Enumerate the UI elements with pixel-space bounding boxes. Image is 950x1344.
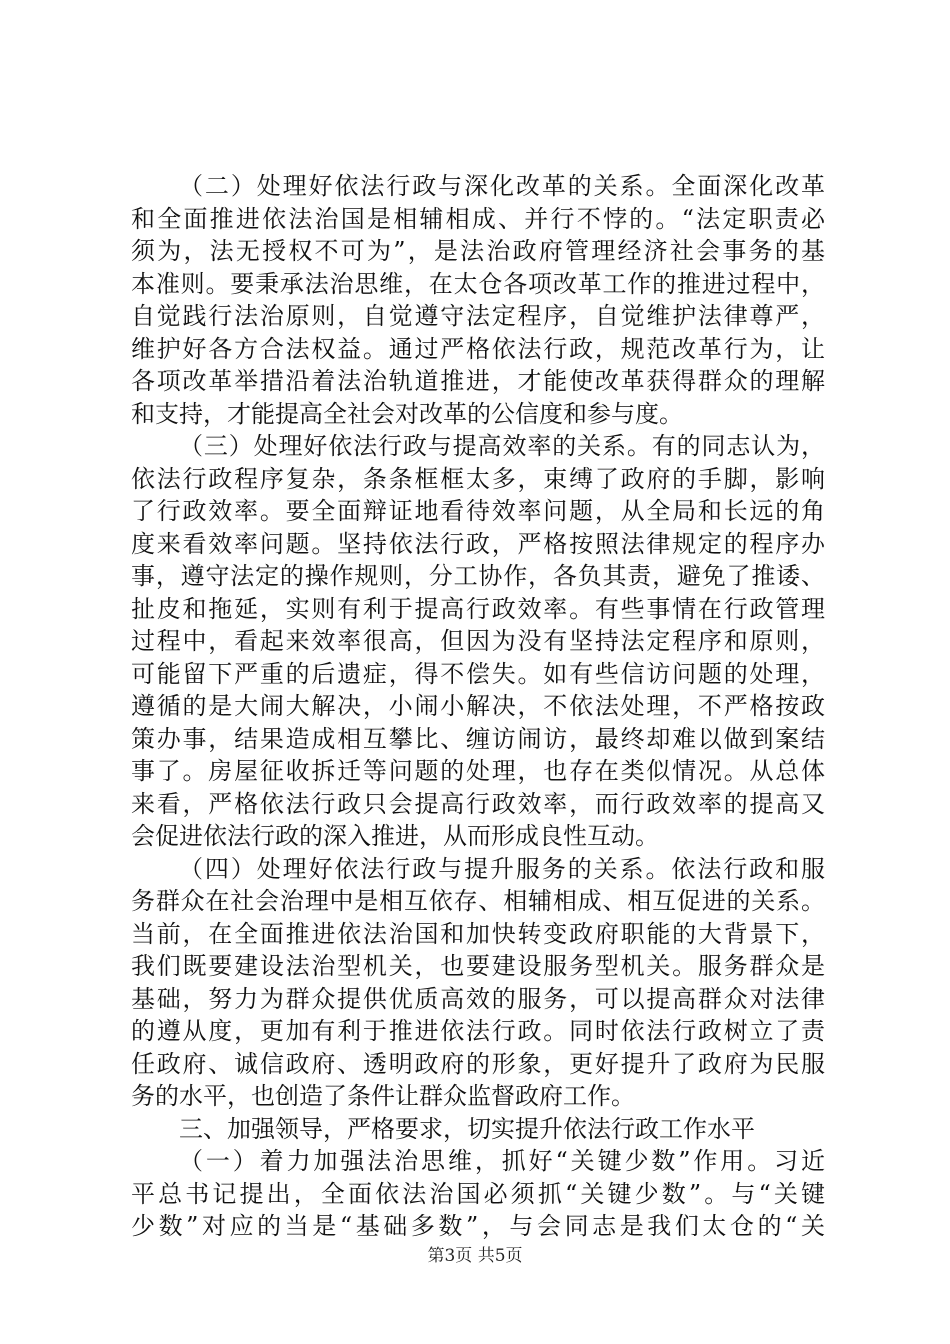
text-line: 可能留下严重的后遗症，得不偿失。如有些信访问题的处理， bbox=[131, 659, 825, 688]
text-line: （一）着力加强法治思维，抓好“关键少数”作用。习近 bbox=[179, 1147, 825, 1175]
text-line: 遵循的是大闹大解决，小闹小解决，不依法处理，不严格按政 bbox=[131, 692, 825, 720]
text-line: 事了。房屋征收拆迁等问题的处理，也存在类似情况。从总体 bbox=[131, 757, 825, 785]
text-line: 务的水平，也创造了条件让群众监督政府工作。 bbox=[131, 1082, 635, 1110]
text-line: 度来看效率问题。坚持依法行政，严格按照法律规定的程序办 bbox=[131, 529, 825, 558]
text-line: 和全面推进依法治国是相辅相成、并行不悖的。“法定职责必 bbox=[131, 204, 825, 233]
text-line: 策办事，结果造成相互攀比、缠访闹访，最终却难以做到案结 bbox=[131, 724, 825, 753]
text-line: （三）处理好依法行政与提高效率的关系。有的同志认为， bbox=[179, 432, 825, 460]
text-line: 务群众在社会治理中是相互依存、相辅相成、相互促进的关系。 bbox=[131, 887, 825, 915]
text-line: 基础，努力为群众提供优质高效的服务，可以提高群众对法律 bbox=[131, 984, 825, 1013]
text-line: 本准则。要秉承法治思维，在太仓各项改革工作的推进过程中， bbox=[131, 269, 825, 298]
text-line: （四）处理好依法行政与提升服务的关系。依法行政和服 bbox=[179, 854, 825, 883]
text-line: 来看，严格依法行政只会提高行政效率，而行政效率的提高又 bbox=[131, 789, 825, 818]
text-line: 各项改革举措沿着法治轨道推进，才能使改革获得群众的理解 bbox=[131, 367, 825, 395]
text-line: 少数”对应的当是“基础多数”，与会同志是我们太仓的“关 bbox=[131, 1212, 825, 1240]
document-body bbox=[131, 170, 825, 1243]
text-line: 我们既要建设法治型机关，也要建设服务型机关。服务群众是 bbox=[131, 952, 825, 980]
text-line: 任政府、诚信政府、透明政府的形象，更好提升了政府为民服 bbox=[131, 1049, 825, 1078]
text-line: 事，遵守法定的操作规则，分工协作，各负其责，避免了推诿、 bbox=[131, 562, 825, 590]
text-line: 自觉践行法治原则，自觉遵守法定程序，自觉维护法律尊严， bbox=[131, 302, 825, 330]
text-line: 维护好各方合法权益。通过严格依法行政，规范改革行为，让 bbox=[131, 334, 825, 363]
text-line: 会促进依法行政的深入推进，从而形成良性互动。 bbox=[131, 822, 659, 850]
text-line: 扯皮和拖延，实则有利于提高行政效率。有些事情在行政管理 bbox=[131, 594, 825, 623]
text-line: 三、加强领导，严格要求，切实提升依法行政工作水平 bbox=[179, 1114, 755, 1143]
page-footer: 第3页 共5页 bbox=[427, 1246, 523, 1266]
text-line: 平总书记提出，全面依法治国必须抓“关键少数”。与“关键 bbox=[131, 1179, 825, 1208]
text-line: 依法行政程序复杂，条条框框太多，束缚了政府的手脚，影响 bbox=[131, 464, 825, 493]
text-line: 当前，在全面推进依法治国和加快转变政府职能的大背景下， bbox=[131, 919, 825, 948]
text-line: 了行政效率。要全面辩证地看待效率问题，从全局和长远的角 bbox=[131, 497, 825, 525]
text-line: 过程中，看起来效率很高，但因为没有坚持法定程序和原则， bbox=[131, 627, 825, 655]
text-line: （二）处理好依法行政与深化改革的关系。全面深化改革 bbox=[179, 172, 825, 200]
text-line: 须为，法无授权不可为”，是法治政府管理经济社会事务的基 bbox=[131, 237, 825, 265]
text-line: 的遵从度，更加有利于推进依法行政。同时依法行政树立了责 bbox=[131, 1017, 825, 1045]
text-line: 和支持，才能提高全社会对改革的公信度和参与度。 bbox=[131, 399, 683, 428]
